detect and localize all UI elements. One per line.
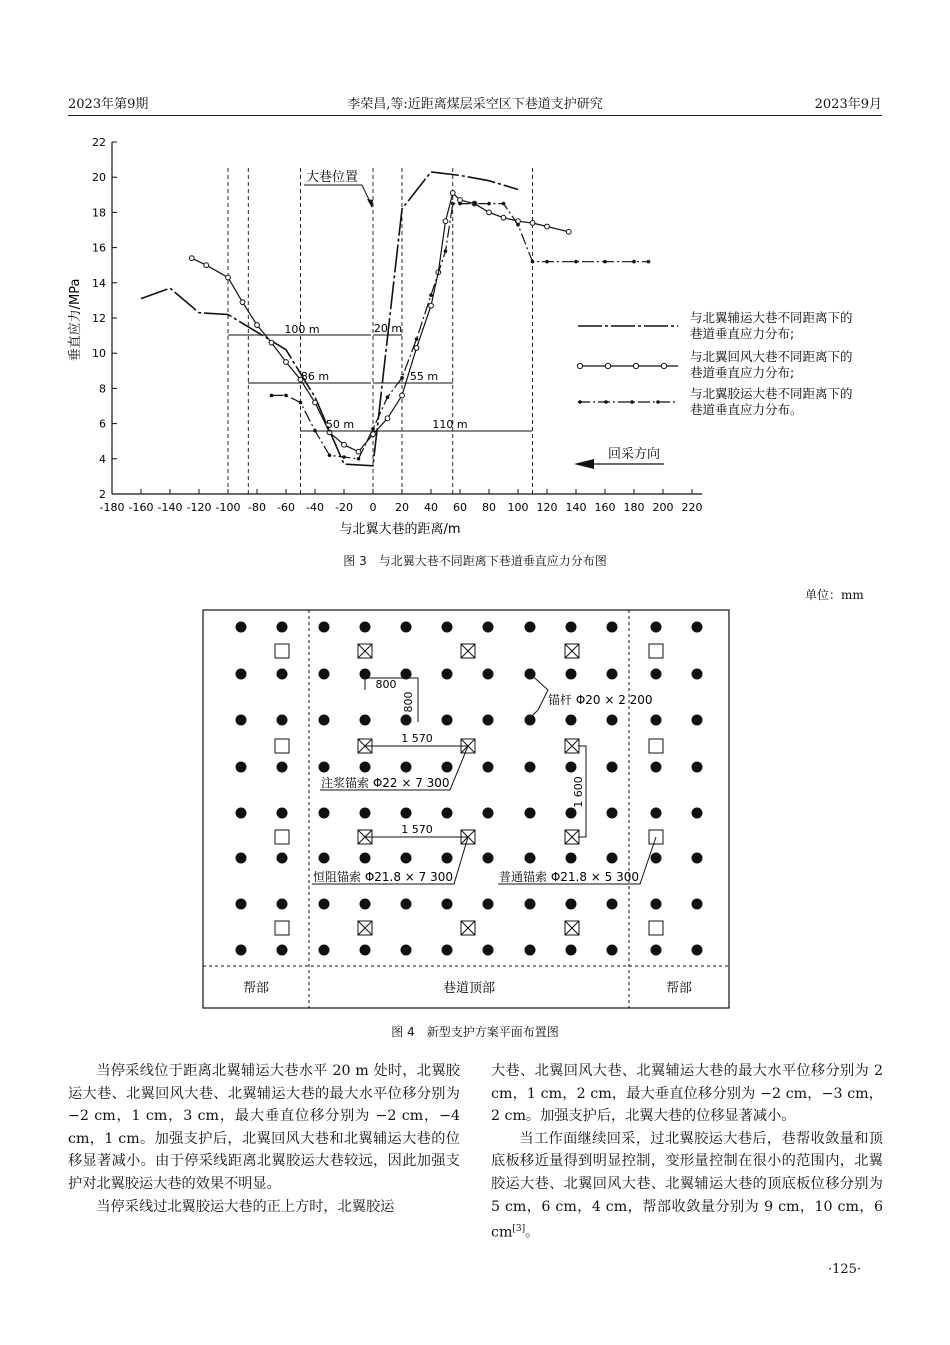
anchor-bolt [319,945,330,956]
data-point-return [487,210,492,215]
data-point-belt [487,202,491,206]
anchor-bolt [607,715,618,726]
anchor-bolt [566,945,577,956]
anchor-bolt [692,715,703,726]
anchor-bolt [483,622,494,633]
anchor-bolt [566,853,577,864]
anchor-bolt [277,808,288,819]
bolt-label: 锚杆 Φ20 × 2 200 [548,693,653,707]
anchor-bolt [277,945,288,956]
x-tick-label: 200 [652,501,674,514]
x-tick-label: 80 [482,501,496,514]
dim-800v-label: 800 [402,691,415,713]
dim-55m-label: 55 m [409,370,439,383]
data-point-return [204,263,209,268]
data-point-belt [400,376,404,380]
legend-return-line1: 与北翼回风大巷不同距离下的 [690,349,853,364]
anchor-bolt [566,622,577,633]
legend-auxiliary-line2: 巷道垂直应力分布; [690,326,795,341]
x-tick-label: 60 [453,501,467,514]
anchor-bolt [401,762,412,773]
data-point-return [501,215,506,220]
data-point-return [269,340,274,345]
x-tick-label: -40 [306,501,324,514]
anchor-bolt [483,715,494,726]
normal-cable-symbol [275,830,289,844]
header-journal-issue: 2023年第9期 [68,97,149,112]
anchor-bolt [277,622,288,633]
data-point-return [450,191,455,196]
data-point-belt [371,427,375,431]
grout-cable-label: 注浆锚索 Φ22 × 7 300 [321,776,450,790]
y-axis-title: 垂直应力/MPa [68,278,83,362]
anchor-bolt [401,622,412,633]
anchor-bolt [607,762,618,773]
left-side-label: 帮部 [242,981,270,996]
normal-cable-symbol [275,739,289,753]
anchor-bolt [236,715,247,726]
anchor-bolt [360,715,371,726]
data-point-belt [603,260,607,264]
data-point-belt [531,260,535,264]
figure4-unit: 单位：mm [805,588,864,602]
dim-20m-label: 20 m [373,322,403,335]
dim-1570b-label: 1 570 [401,823,433,836]
y-tick-label: 8 [99,382,106,396]
data-point-belt [502,202,506,206]
anchor-bolt [525,808,536,819]
y-tick-label: 6 [99,417,106,431]
cable-crossed-symbol [358,921,372,935]
legend-belt-line2: 巷道垂直应力分布。 [690,402,803,417]
anchor-bolt [607,853,618,864]
data-point-return [458,198,463,203]
anchor-bolt [442,669,453,680]
data-point-return [566,229,571,234]
x-tick-label: 160 [594,501,616,514]
anchor-bolt [442,715,453,726]
anchor-bolt [566,808,577,819]
anchor-bolt [360,808,371,819]
anchor-bolt [277,899,288,910]
anchor-bolt [525,853,536,864]
anchor-bolt [236,899,247,910]
x-tick-label: 220 [681,501,703,514]
anchor-bolt [607,669,618,680]
body-left-column [68,1060,460,1218]
data-point-return [342,442,347,447]
x-tick-label: 40 [424,501,438,514]
data-point-return [530,221,535,226]
const-cable-label: 恒阻锚索 Φ21.8 × 7 300 [313,870,454,884]
x-tick-label: -120 [186,501,212,514]
data-point-belt [647,260,651,264]
legend-return-line2: 巷道垂直应力分布; [690,365,795,380]
anchor-bolt [651,669,662,680]
anchor-bolt [360,899,371,910]
right-side-label: 帮部 [665,981,693,996]
anchor-bolt [651,853,662,864]
data-point-belt [574,260,578,264]
anchor-bolt [236,808,247,819]
anchor-bolt [607,622,618,633]
anchor-bolt [277,853,288,864]
anchor-bolt [483,899,494,910]
cable-crossed-symbol [565,739,579,753]
cable-crossed-symbol [565,830,579,844]
x-tick-label: 120 [536,501,558,514]
figure3-chart [0,0,950,560]
anchor-bolt [442,622,453,633]
anchor-bolt [236,945,247,956]
y-tick-label: 22 [92,136,106,149]
data-point-return [313,400,318,405]
anchor-bolt [692,808,703,819]
y-tick-label: 18 [92,206,106,220]
data-point-return [385,416,390,421]
main-lane-arrowhead [367,199,373,208]
anchor-bolt [651,622,662,633]
data-point-belt [458,202,462,206]
mining-direction-arrowhead [574,459,594,469]
dim-800h-label: 800 [375,678,397,691]
data-point-belt [386,395,390,399]
anchor-bolt [236,669,247,680]
normal-cable-symbol [649,739,663,753]
anchor-bolt [236,762,247,773]
anchor-bolt [566,669,577,680]
x-tick-label: 0 [369,501,377,514]
anchor-bolt [483,808,494,819]
body-right-column [491,1060,883,1244]
anchor-bolt [236,853,247,864]
normal-cable-symbol [649,921,663,935]
anchor-bolt [360,762,371,773]
anchor-bolt [319,899,330,910]
anchor-bolt [692,853,703,864]
anchor-bolt [277,762,288,773]
anchor-bolt [442,899,453,910]
page-number: ·125· [828,1262,862,1277]
anchor-bolt [607,899,618,910]
x-tick-label: -60 [277,501,295,514]
anchor-bolt [651,715,662,726]
data-point-belt [451,202,455,206]
header-article-title: 李荣昌,等:近距离煤层采空区下巷道支护研究 [347,97,603,112]
data-point-belt [328,453,332,457]
x-tick-label: 180 [623,501,645,514]
anchor-bolt [525,762,536,773]
data-point-belt [444,249,448,253]
data-point-return [255,323,260,328]
right-paragraph-1: 大巷、北翼回风大巷、北翼辅运大巷的最大水平位移分别为 2 cm，1 cm，2 cm，最大垂直位移分别为 −2 cm，−3 cm，2 cm。加强支护后，北翼大巷的位移显著减小。 [491,1063,883,1125]
x-axis-title: 与北翼大巷的距离/m [339,522,461,537]
y-tick-label: 14 [92,276,106,290]
citation-ref[interactable]: [3] [512,1224,526,1235]
mining-direction-label: 回采方向 [608,447,661,462]
x-tick-label: 140 [565,501,587,514]
x-tick-label: -160 [128,501,154,514]
data-point-belt [284,394,288,398]
data-point-return [189,256,194,261]
anchor-bolt [319,715,330,726]
data-point-return [429,303,434,308]
normal-cable-symbol [275,921,289,935]
cable-crossed-symbol [565,644,579,658]
y-tick-label: 2 [99,488,106,501]
figure4-layout-plan [0,600,950,1020]
anchor-bolt [483,945,494,956]
data-point-belt [516,223,520,227]
anchor-bolt [401,715,412,726]
anchor-bolt [525,715,536,726]
anchor-bolt [277,715,288,726]
anchor-bolt [607,808,618,819]
data-point-return [356,449,361,454]
data-point-return [414,346,419,351]
legend-auxiliary-line1: 与北翼辅运大巷不同距离下的 [690,310,853,325]
anchor-bolt [566,762,577,773]
anchor-bolt [442,808,453,819]
data-point-return [226,275,231,280]
right-paragraph-2 [491,1128,883,1245]
data-point-return [443,219,448,224]
anchor-bolt [442,853,453,864]
anchor-bolt [319,808,330,819]
x-tick-label: -140 [157,501,183,514]
roof-label: 巷道顶部 [442,981,496,996]
data-point-return [284,360,289,365]
anchor-bolt [319,762,330,773]
dim-1600-label: 1 600 [572,776,585,808]
anchor-bolt [607,945,618,956]
anchor-bolt [483,762,494,773]
anchor-bolt [525,622,536,633]
x-tick-label: -100 [215,501,241,514]
cable-crossed-symbol [461,921,475,935]
anchor-bolt [692,622,703,633]
normal-cable-label: 普通锚索 Φ21.8 × 5 300 [499,870,640,884]
figure4-caption: 图 4 新型支护方案平面布置图 [391,1025,559,1039]
anchor-bolt [651,762,662,773]
anchor-bolt [525,899,536,910]
legend-belt-line1: 与北翼胶运大巷不同距离下的 [690,386,853,401]
anchor-bolt [401,808,412,819]
data-point-return [545,224,550,229]
anchor-bolt [566,715,577,726]
anchor-bolt [692,899,703,910]
anchor-bolt [360,853,371,864]
anchor-bolt [360,622,371,633]
left-paragraph-2: 当停采线过北翼胶运大巷的正上方时，北翼胶运 [96,1198,395,1215]
anchor-bolt [651,945,662,956]
anchor-bolt [442,762,453,773]
main-lane-label: 大巷位置 [306,170,359,185]
anchor-bolt [651,808,662,819]
anchor-bolt [236,622,247,633]
data-point-belt [270,394,274,398]
x-tick-label: -180 [99,501,125,514]
x-tick-label: 20 [395,501,409,514]
anchor-bolt [651,899,662,910]
anchor-bolt [401,899,412,910]
anchor-bolt [442,945,453,956]
x-tick-label: -80 [248,501,266,514]
anchor-bolt [401,853,412,864]
figure3-caption: 图 3 与北翼大巷不同距离下巷道垂直应力分布图 [343,554,607,568]
data-point-belt [632,260,636,264]
anchor-bolt [483,669,494,680]
data-point-belt [545,260,549,264]
data-point-belt [342,455,346,459]
header-date: 2023年9月 [814,97,882,112]
anchor-bolt [692,762,703,773]
data-point-belt [473,202,477,206]
normal-cable-symbol [275,644,289,658]
data-point-return [400,393,405,398]
x-tick-label: -20 [335,501,353,514]
anchor-bolt [566,899,577,910]
anchor-bolt [483,853,494,864]
right-paragraph-2-text: 当工作面继续回采，过北翼胶运大巷后，巷帮收敛量和顶底板移近量得到明显控制，变形量控制在很小的范围内，北翼胶运大巷、北翼回风大巷、北翼辅运大巷的顶底板位移分别为 5 cm，6 cm，4 cm，帮部收敛量分别为 9 cm，10 cm，6 cm [491,1130,883,1241]
y-tick-label: 10 [92,347,106,361]
cable-crossed-symbol [461,644,475,658]
y-tick-label: 20 [92,171,106,185]
anchor-bolt [319,622,330,633]
anchor-bolt [692,945,703,956]
anchor-bolt [277,669,288,680]
dim-110m-label: 110 m [432,418,468,431]
anchor-bolt [525,945,536,956]
x-tick-label: 100 [507,501,529,514]
anchor-bolt [360,945,371,956]
y-tick-label: 4 [99,452,106,466]
dim-1570a-label: 1 570 [401,732,433,745]
dim-86m-label: 86 m [300,370,330,383]
left-paragraph-1: 当停采线位于距离北翼辅运大巷水平 20 m 处时，北翼胶运大巷、北翼回风大巷、北翼辅运大巷的最大水平位移分别为 −2 cm，1 cm，3 cm，最大垂直位移分别为 −2 cm，−4 cm，1 cm。加强支护后，北翼回风大巷和北翼辅运大巷的位移显著减小。由于停采线距离北翼胶运大巷较远，因此加强支护对北翼胶运大巷的效果不明显。 [68,1063,460,1192]
dim-50m-label: 50 m [325,418,355,431]
right-paragraph-2-end: 。 [525,1224,540,1241]
data-point-return [240,300,245,305]
data-point-belt [357,457,361,461]
data-point-belt [429,293,433,297]
normal-cable-symbol [649,644,663,658]
dim-100m-label: 100 m [284,323,320,336]
data-point-belt [299,401,303,405]
anchor-bolt [692,669,703,680]
anchor-bolt [401,945,412,956]
anchor-bolt [319,853,330,864]
cable-crossed-symbol [358,644,372,658]
data-point-belt [415,337,419,341]
y-tick-label: 12 [92,312,106,325]
anchor-bolt [319,669,330,680]
cable-crossed-symbol [565,921,579,935]
y-tick-label: 16 [92,241,106,255]
